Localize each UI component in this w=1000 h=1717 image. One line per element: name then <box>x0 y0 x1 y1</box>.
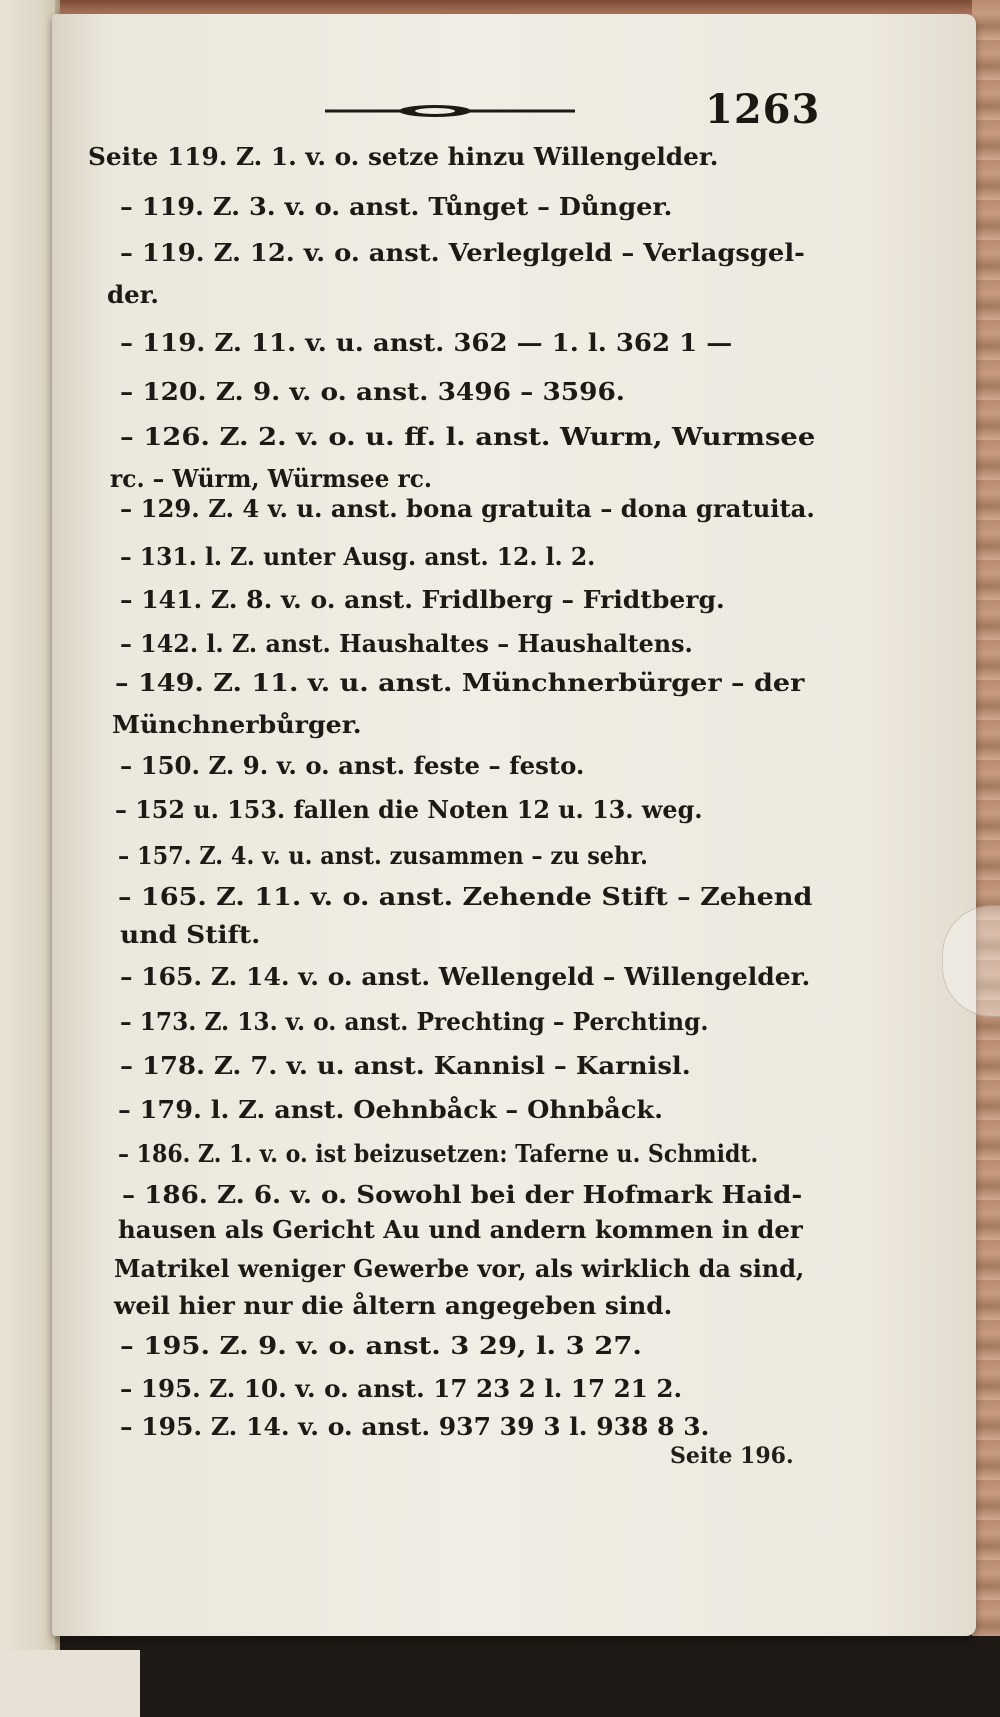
erratum-line: – 141. Z. 8. v. o. anst. Fridlberg – Fridtberg. <box>120 585 725 614</box>
erratum-line: der. <box>107 280 159 309</box>
erratum-line: – 179. l. Z. anst. Oehnbåck – Ohnbåck. <box>118 1095 663 1124</box>
erratum-line: – 195. Z. 10. v. o. anst. 17 23 2 l. 17 21 2. <box>120 1374 683 1403</box>
book-cover-right <box>972 0 1000 1640</box>
erratum-line: – 195. Z. 14. v. o. anst. 937 39 3 l. 938 8 3. <box>120 1412 710 1441</box>
left-page-bottom <box>0 1650 140 1717</box>
erratum-line: – 150. Z. 9. v. o. anst. feste – festo. <box>120 751 585 780</box>
erratum-line: – 173. Z. 13. v. o. anst. Prechting – Perchting. <box>120 1007 709 1036</box>
erratum-line: – 195. Z. 9. v. o. anst. 3 29, l. 3 27. <box>120 1331 642 1360</box>
erratum-line: – 129. Z. 4 v. u. anst. bona gratuita – dona gratuita. <box>120 494 815 523</box>
erratum-line: – 119. Z. 12. v. o. anst. Verleglgeld – Verlagsgel- <box>120 238 805 267</box>
left-page-edge <box>0 0 60 1717</box>
erratum-line: – 152 u. 153. fallen die Noten 12 u. 13. weg. <box>115 795 703 824</box>
erratum-line: – 119. Z. 11. v. u. anst. 362 — 1. l. 362 1 — <box>120 328 733 357</box>
catchword: Seite 196. <box>670 1443 794 1469</box>
erratum-line: hausen als Gericht Au und andern kommen in der <box>118 1215 803 1244</box>
erratum-line: – 178. Z. 7. v. u. anst. Kannisl – Karnisl. <box>120 1051 691 1080</box>
erratum-line: – 120. Z. 9. v. o. anst. 3496 – 3596. <box>120 377 625 406</box>
erratum-line: – 157. Z. 4. v. u. anst. zusammen – zu sehr. <box>118 841 648 870</box>
erratum-line: rc. – Würm, Würmsee rc. <box>110 464 433 493</box>
erratum-line: – 186. Z. 6. v. o. Sowohl bei der Hofmark Haid- <box>122 1180 803 1209</box>
erratum-line: – 165. Z. 11. v. o. anst. Zehende Stift – Zehend <box>118 882 813 911</box>
erratum-line: Münchnerbůrger. <box>112 710 362 739</box>
page-number: 1263 <box>705 86 821 133</box>
erratum-line: – 186. Z. 1. v. o. ist beizusetzen: Taferne u. Schmidt. <box>118 1139 759 1168</box>
erratum-line: – 142. l. Z. anst. Haushaltes – Haushaltens. <box>120 629 693 658</box>
header-ornament <box>325 100 575 122</box>
erratum-line: – 131. l. Z. unter Ausg. anst. 12. l. 2. <box>120 542 596 571</box>
background-bottom <box>60 1636 1000 1717</box>
erratum-line: – 165. Z. 14. v. o. anst. Wellengeld – Willengelder. <box>120 962 811 991</box>
erratum-line: – 126. Z. 2. v. o. u. ff. l. anst. Wurm, Wurmsee <box>120 422 816 451</box>
erratum-line: und Stift. <box>120 920 261 949</box>
erratum-line: – 119. Z. 3. v. o. anst. Tůnget – Důnger. <box>120 192 673 221</box>
erratum-line: Matrikel weniger Gewerbe vor, als wirklich da sind, <box>114 1254 805 1283</box>
erratum-line: Seite 119. Z. 1. v. o. setze hinzu Willengelder. <box>88 142 719 171</box>
erratum-line: weil hier nur die åltern angegeben sind. <box>114 1291 673 1320</box>
erratum-line: – 149. Z. 11. v. u. anst. Münchnerbürger – der <box>115 668 805 697</box>
